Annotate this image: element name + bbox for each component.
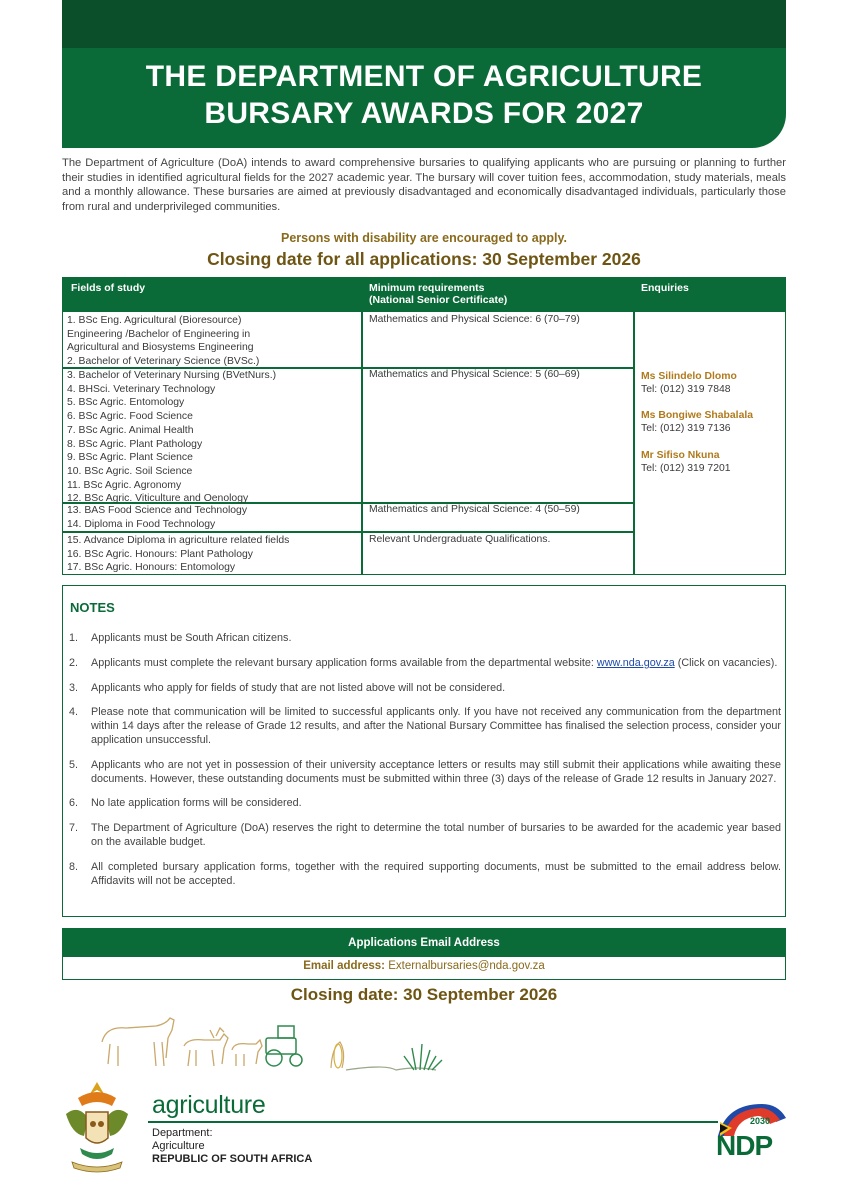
field-line: 14. Diploma in Food Technology — [67, 518, 216, 530]
field-line: Agricultural and Biosystems Engineering — [67, 342, 254, 354]
contact-tel: Tel: (012) 319 7201 — [641, 463, 731, 475]
department-label: Department: — [152, 1127, 213, 1139]
note-text: Applicants must be South African citizens. — [91, 632, 292, 644]
fields-group-4 — [67, 534, 289, 575]
requirement-group-4: Relevant Undergraduate Qualifications. — [369, 534, 551, 545]
fields-group-2 — [67, 369, 276, 506]
note-text: Applicants who are not yet in possession of their university acceptance letters or results may still submit their applications while awaiting these documents. However, these outstanding documents must be submitted within three (3) days of the release of Grade 12 results in January 2027. — [91, 758, 781, 785]
table-header — [63, 278, 785, 312]
ndp-logo — [706, 1096, 794, 1166]
note-item — [69, 759, 781, 787]
field-line: 6. BSc Agric. Food Science — [67, 411, 193, 423]
contact-2 — [641, 409, 753, 436]
closing-date-headline: Closing date for all applications: 30 September 2026 — [207, 249, 641, 269]
country-name: REPUBLIC OF SOUTH AFRICA — [152, 1153, 313, 1165]
field-line: 1. BSc Eng. Agricultural (Bioresource) — [67, 315, 242, 326]
note-item — [69, 632, 781, 646]
requirement-group-1: Mathematics and Physical Science: 6 (70–79) — [369, 314, 580, 325]
department-block — [152, 1127, 312, 1166]
goat-outline — [184, 1034, 228, 1066]
title-line-1: THE DEPARTMENT OF AGRICULTURE — [145, 60, 703, 93]
email-line — [63, 960, 785, 972]
field-line: 12. BSc Agric. Viticulture and Oenology — [67, 493, 249, 505]
field-line: Engineering /Bachelor of Engineering in — [67, 328, 251, 340]
coat-of-arms-icon — [58, 1078, 136, 1176]
notes-list — [69, 632, 781, 888]
note-text — [91, 657, 781, 671]
note-number: 6. — [69, 797, 79, 810]
tractor-cab — [278, 1026, 294, 1038]
fields-table — [62, 277, 786, 575]
field-line: 7. BSc Agric. Animal Health — [67, 424, 194, 436]
contact-name: Ms Bongiwe Shabalala — [641, 410, 754, 421]
note-number: 1. — [69, 632, 79, 644]
field-line: 5. BSc Agric. Entomology — [67, 397, 185, 409]
fields-group-1 — [67, 314, 259, 369]
disability-note: Persons with disability are encouraged to apply. — [281, 231, 567, 245]
note-text-part: (Click on vacancies). — [674, 656, 778, 669]
email-address[interactable]: Externalbursaries@nda.gov.za — [388, 960, 545, 972]
note-number: 2. — [69, 656, 79, 669]
ndp-year: 2030 — [750, 1116, 771, 1126]
header-fields: Fields of study — [71, 282, 146, 294]
note-item — [69, 706, 781, 747]
contact-1 — [641, 370, 737, 397]
website-link[interactable]: www.nda.gov.za — [596, 656, 675, 669]
notes-title: NOTES — [70, 600, 115, 615]
field-line: 17. BSc Agric. Honours: Entomology — [67, 562, 236, 574]
applications-heading: Applications Email Address — [63, 929, 785, 957]
contact-name: Ms Silindelo Dlomo — [641, 371, 737, 382]
field-line: 11. BSc Agric. Agronomy — [67, 479, 182, 491]
field-line: 9. BSc Agric. Plant Science — [67, 452, 193, 464]
note-item — [69, 822, 781, 850]
sheep-outline — [232, 1040, 262, 1066]
header-requirements-line-1: Minimum requirements — [369, 282, 485, 294]
fields-group-3 — [67, 504, 247, 531]
header-requirements — [369, 282, 507, 306]
header-banner — [62, 0, 786, 148]
note-number: 4. — [69, 706, 79, 719]
brand-wordmark: agriculture — [152, 1091, 266, 1119]
field-line: 16. BSc Agric. Honours: Plant Pathology — [67, 548, 253, 560]
field-line: 8. BSc Agric. Plant Pathology — [67, 438, 203, 450]
requirement-group-3: Mathematics and Physical Science: 4 (50–59) — [369, 504, 580, 515]
note-text: No late application forms will be considered. — [91, 797, 302, 810]
note-number: 8. — [69, 860, 79, 873]
field-line: 2. Bachelor of Veterinary Science (BVSc.) — [67, 356, 260, 368]
field-line: 13. BAS Food Science and Technology — [67, 505, 248, 516]
column-divider — [633, 312, 635, 574]
note-text-part: Applicants must complete the relevant bursary application forms available from the departmental website: — [91, 656, 597, 669]
header-top-band — [62, 0, 786, 48]
corn-cob — [334, 1044, 342, 1068]
contact-tel: Tel: (012) 319 7848 — [641, 384, 731, 396]
note-item — [69, 797, 781, 811]
note-text: All completed bursary application forms, together with the required supporting documents, must be submitted to the email address below. Affidavits will not be accepted. — [91, 860, 781, 887]
note-item — [69, 682, 781, 696]
field-line: 15. Advance Diploma in agriculture related fields — [67, 535, 290, 546]
page-title — [62, 58, 786, 132]
tractor-rear-wheel — [266, 1050, 282, 1066]
note-text: Please note that communication will be limited to successful applicants only. If you have not received any communication from the department within 14 days after the release of Grade 12 results, and after the National Bursary Committee has finalised the selection process, consider your application unsuccessful. — [91, 706, 781, 746]
contact-name: Mr Sifiso Nkuna — [641, 450, 720, 461]
agriculture-line-art — [96, 1008, 476, 1078]
notes-box — [62, 585, 786, 917]
tractor-front-wheel — [290, 1054, 302, 1066]
applications-box — [62, 928, 786, 980]
header-requirements-line-2: (National Senior Certificate) — [369, 294, 508, 306]
title-line-2: BURSARY AWARDS FOR 2027 — [204, 97, 644, 130]
field-line: 3. Bachelor of Veterinary Nursing (BVetNurs.) — [67, 370, 277, 381]
column-divider — [361, 312, 363, 574]
note-number: 5. — [69, 758, 79, 771]
contact-3 — [641, 449, 731, 476]
department-name: Agriculture — [152, 1140, 205, 1152]
header-enquiries: Enquiries — [641, 282, 689, 294]
contact-tel: Tel: (012) 319 7136 — [641, 423, 731, 435]
note-text: Applicants who apply for fields of study that are not listed above will not be considered. — [91, 681, 506, 694]
intro-paragraph: The Department of Agriculture (DoA) intends to award comprehensive bursaries to qualifying applicants who are pursuing or planning to further their studies in identified agricultural fields for the 2027 academic year. The bursary will cover tuition fees, accommodation, study materials, meals and a monthly allowance. These bursaries are aimed at previously disadvantaged and economically disadvantaged individuals, particularly those from rural and underprivileged communities. — [62, 157, 786, 213]
note-text: The Department of Agriculture (DoA) reserves the right to determine the total number of bursaries to be awarded for the academic year based on the available budget. — [91, 822, 781, 848]
grass-tuft — [404, 1044, 442, 1070]
note-item — [69, 861, 781, 889]
ground-line — [346, 1067, 436, 1070]
note-item — [69, 657, 781, 671]
note-number: 7. — [69, 822, 79, 835]
field-line: 10. BSc Agric. Soil Science — [67, 465, 193, 477]
requirement-group-2: Mathematics and Physical Science: 5 (60–69) — [369, 369, 580, 380]
ndp-text: NDP — [716, 1130, 773, 1161]
footer-rule — [148, 1121, 718, 1123]
cow-outline — [102, 1018, 174, 1066]
field-line: 4. BHSci. Veterinary Technology — [67, 383, 216, 395]
closing-date-footer: Closing date: 30 September 2026 — [290, 985, 558, 1004]
email-label: Email address: — [303, 960, 386, 972]
note-number: 3. — [69, 681, 79, 694]
